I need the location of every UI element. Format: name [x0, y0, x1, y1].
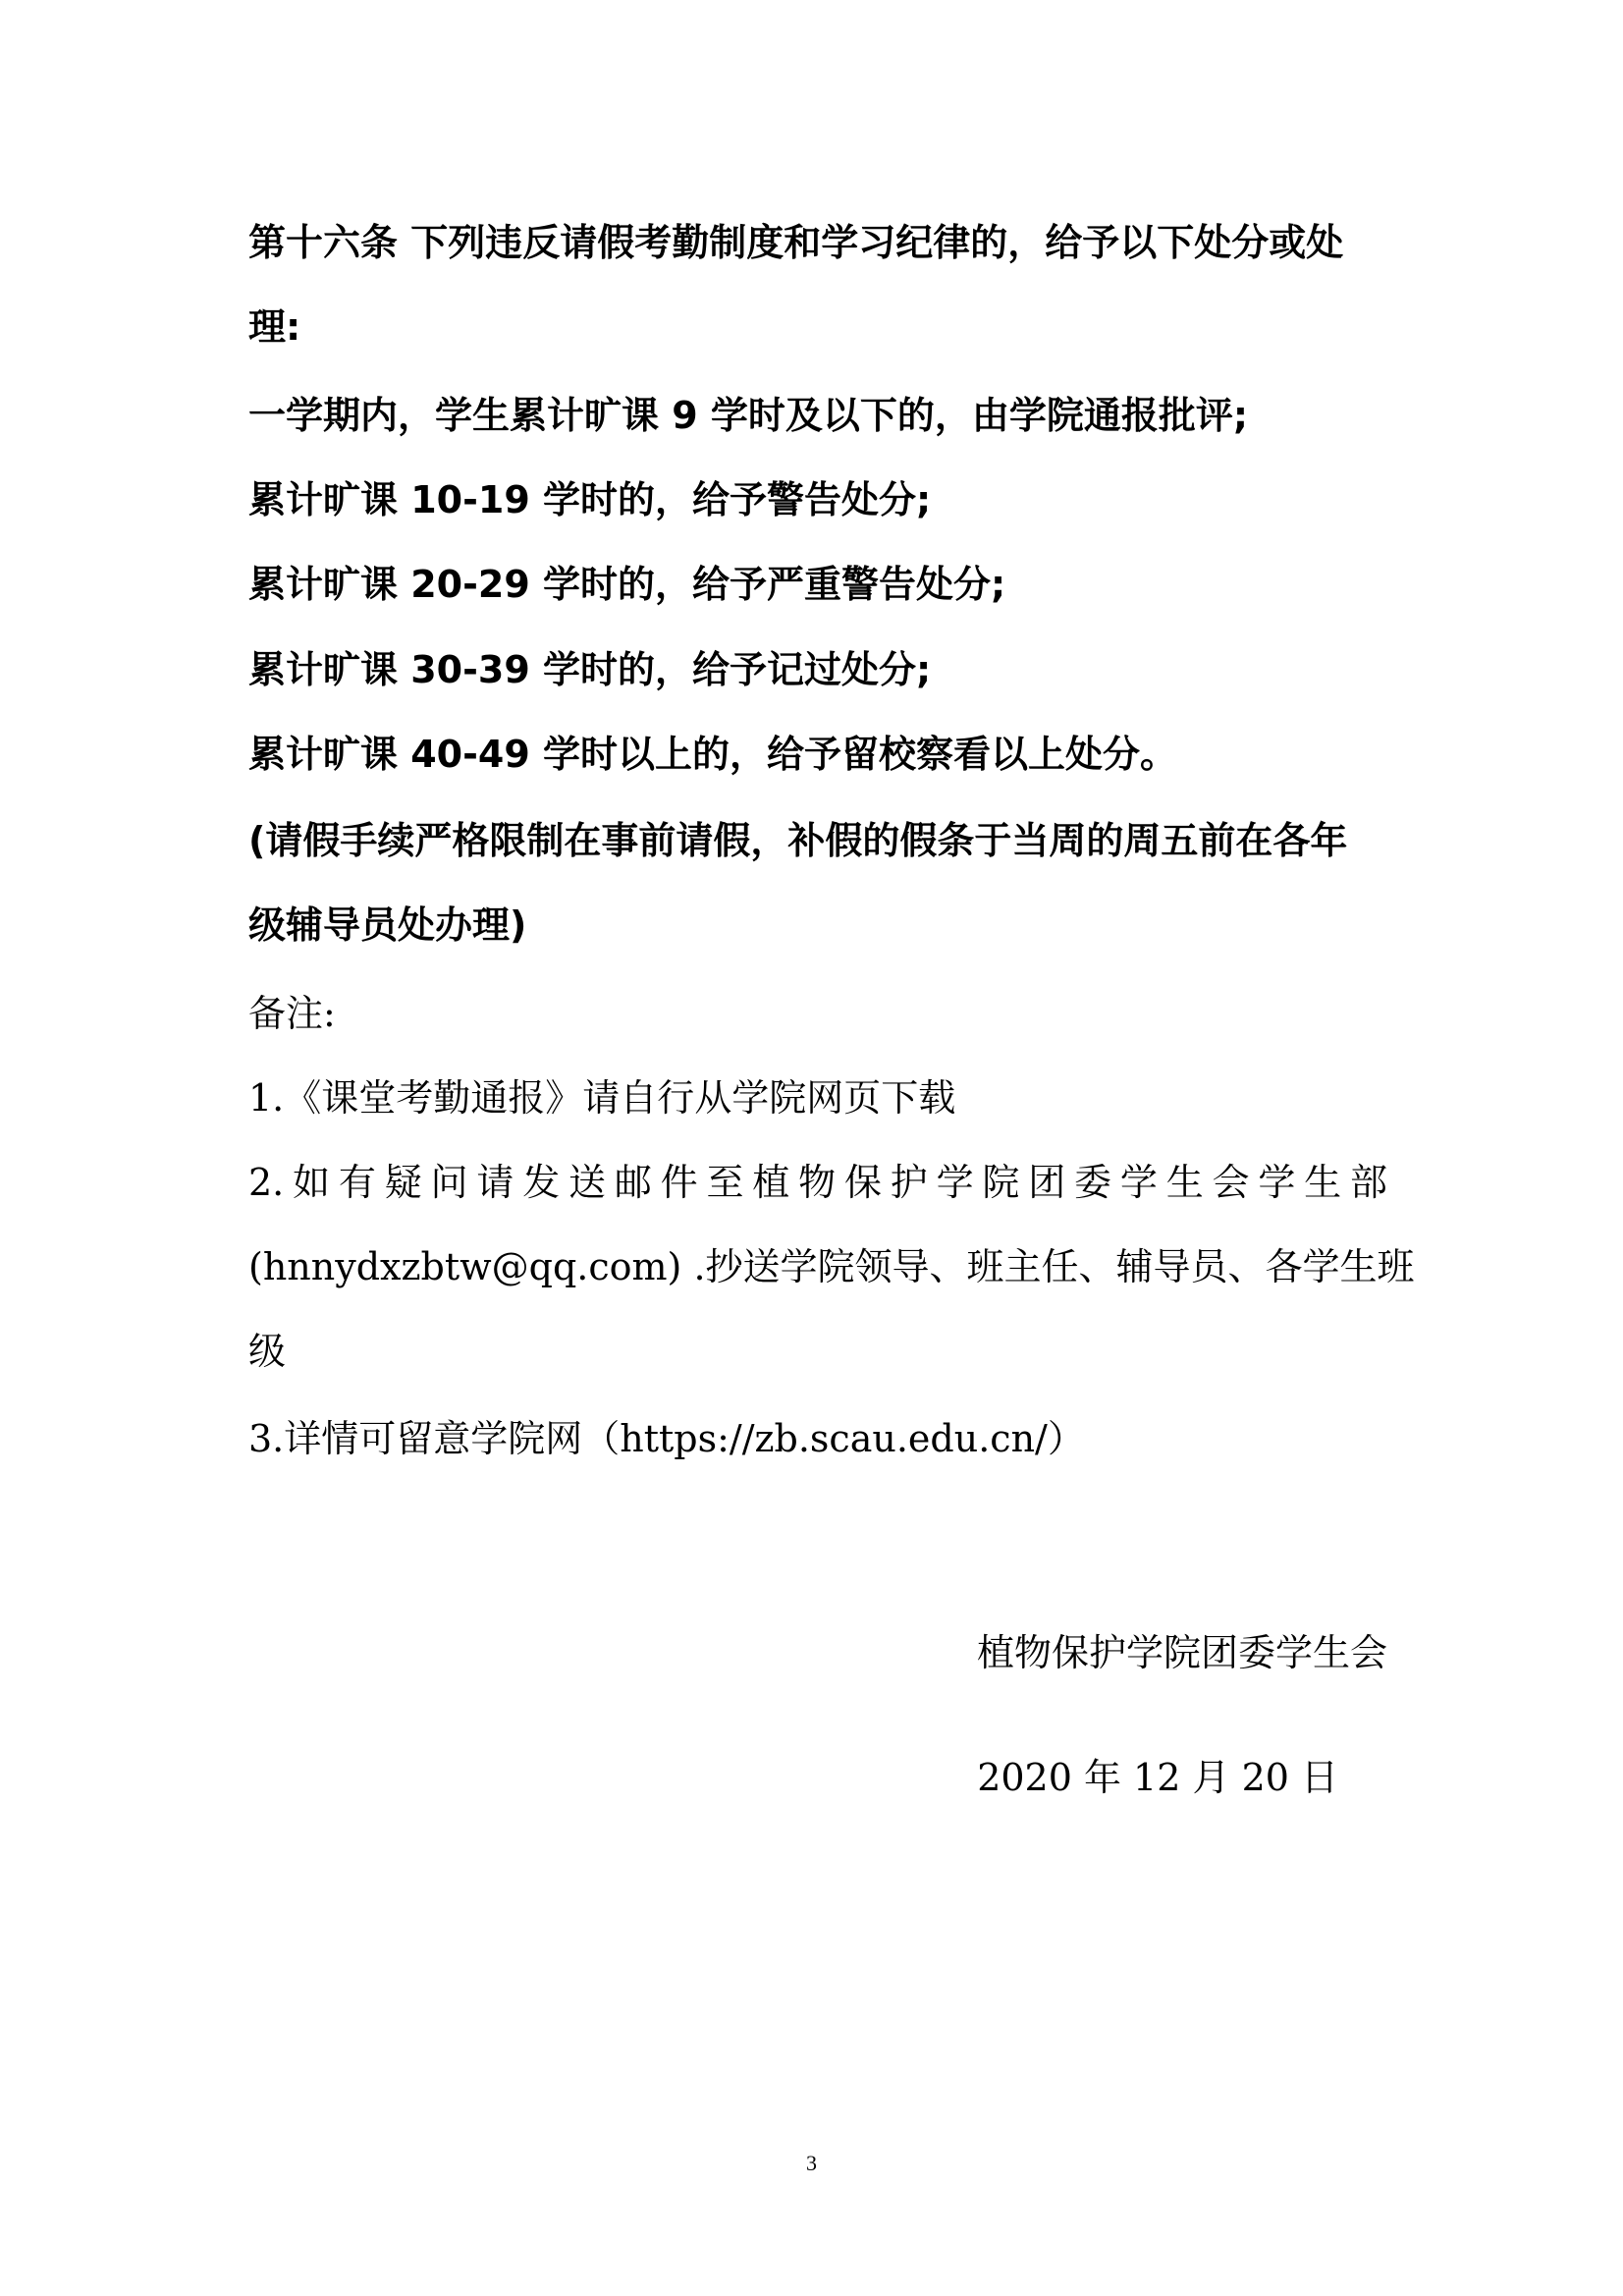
remark-item-2-line2: (hnnydxzbtw@qq.com) .抄送学院领导、班主任、辅导员、各学生班	[248, 1245, 1415, 1288]
penalty-item-4: 累计旷课 30-39 学时的，给予记过处分;	[248, 648, 932, 691]
page-number: 3	[806, 2151, 817, 2175]
leave-note-line2: 级辅导员处办理)	[248, 903, 527, 947]
penalty-item-2: 累计旷课 10-19 学时的，给予警告处分;	[248, 478, 932, 521]
remark-item-3: 3.详情可留意学院网（https://zb.scau.edu.cn/）	[248, 1417, 1085, 1460]
penalty-item-1: 一学期内，学生累计旷课 9 学时及以下的，由学院通报批评;	[248, 394, 1249, 437]
article-heading-line2: 理:	[248, 305, 301, 349]
article-heading-line1: 第十六条 下列违反请假考勤制度和学习纪律的，给予以下处分或处	[248, 221, 1344, 264]
signature-date: 2020 年 12 月 20 日	[977, 1756, 1338, 1799]
remark-item-2-line1: 2.如有疑问请发送邮件至植物保护学院团委学生会学生部	[248, 1161, 1387, 1204]
leave-note-line1: (请假手续严格限制在事前请假，补假的假条于当周的周五前在各年	[248, 819, 1348, 862]
penalty-item-5: 累计旷课 40-49 学时以上的，给予留校察看以上处分。	[248, 733, 1177, 776]
signature-org: 植物保护学院团委学生会	[976, 1631, 1387, 1674]
remark-item-1: 1.《课堂考勤通报》请自行从学院网页下载	[248, 1076, 956, 1120]
remark-item-2-line3: 级	[248, 1330, 287, 1373]
penalty-item-3: 累计旷课 20-29 学时的，给予严重警告处分;	[248, 563, 1006, 606]
remarks-label: 备注:	[248, 992, 336, 1035]
